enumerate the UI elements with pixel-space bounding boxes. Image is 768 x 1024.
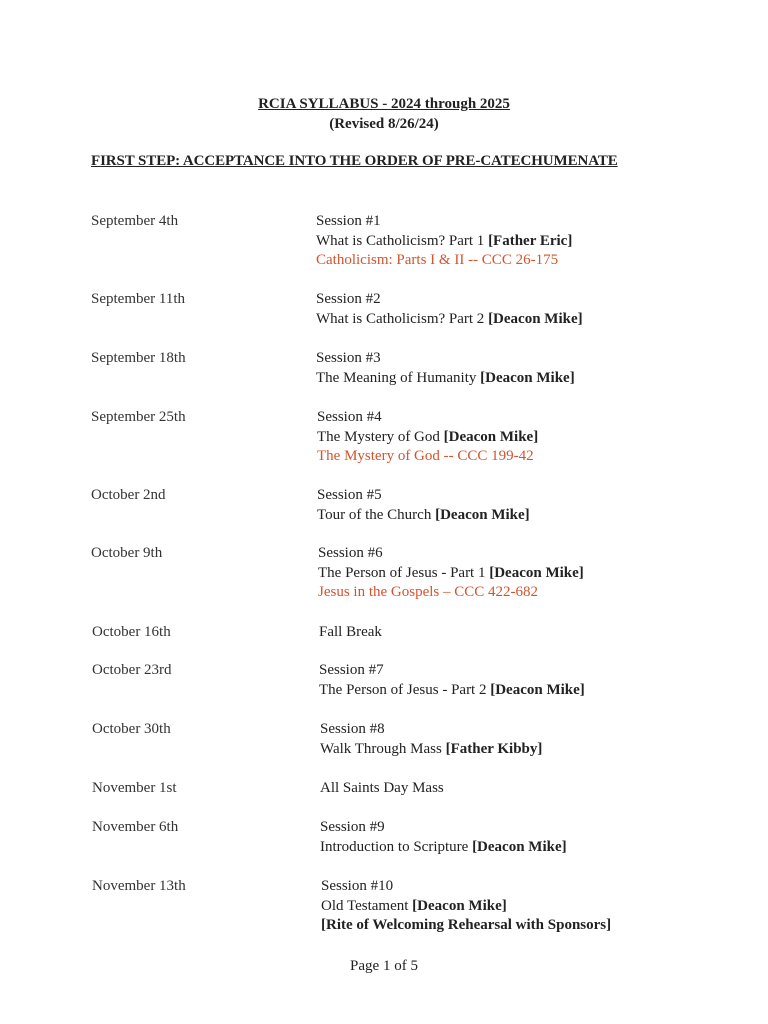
session-label: Fall Break [319,624,382,640]
session-date: October 30th [92,721,171,737]
session-details [316,349,575,388]
session-details [318,544,584,603]
session-topic: The Meaning of Humanity [316,369,477,386]
session-topic: What is Catholicism? Part 2 [316,310,485,327]
session-topic: Introduction to Scripture [320,838,469,855]
session-topic-line [320,838,567,858]
session-label: Session #5 [317,487,382,503]
session-label: Session #9 [320,819,385,835]
session-details [319,661,585,700]
session-note: [Rite of Welcoming Rehearsal with Sponsors] [321,917,612,933]
session-date: September 11th [91,291,186,307]
session-reading: Jesus in the Gospels – CCC 422-682 [318,584,539,600]
session-label: Session #1 [316,213,381,229]
session-leader: [Deacon Mike] [489,564,584,581]
session-topic: What is Catholicism? Part 1 [316,232,485,249]
session-date: September 18th [91,350,186,366]
session-topic-line [317,506,530,526]
session-topic: Old Testament [321,897,409,914]
session-leader: [Deacon Mike] [480,369,575,386]
session-label: Session #4 [317,409,382,425]
session-leader: [Father Kibby] [445,740,543,757]
session-topic: The Mystery of God [317,428,440,445]
revision-date: (Revised 8/26/24) [329,116,439,132]
session-reading: Catholicism: Parts I & II -- CCC 26-175 [316,252,559,268]
session-topic-line [318,564,584,584]
session-topic: Tour of the Church [317,506,432,523]
session-leader: [Deacon Mike] [443,428,539,445]
session-topic-line [321,897,611,917]
session-leader: [Deacon Mike] [490,681,585,698]
session-date: November 1st [92,780,177,796]
session-date: November 6th [92,819,179,835]
session-leader: [Deacon Mike] [435,506,530,523]
session-label: Session #7 [319,662,384,678]
session-topic-line [316,369,575,389]
session-label: Session #8 [320,721,385,737]
session-topic: The Person of Jesus - Part 1 [318,564,486,581]
session-date: September 25th [91,409,186,425]
session-details [319,623,382,643]
session-date: October 23rd [92,662,172,678]
session-reading: The Mystery of God -- CCC 199-42 [317,448,534,464]
section-heading: FIRST STEP: ACCEPTANCE INTO THE ORDER OF PRE-CATECHUMENATE [91,153,618,169]
session-topic: The Person of Jesus - Part 2 [319,681,487,698]
session-date: September 4th [91,213,179,229]
session-topic-line [316,310,583,330]
session-date: November 13th [92,878,186,894]
session-date: October 16th [92,624,171,640]
session-details [317,408,538,467]
session-leader: [Deacon Mike] [412,897,507,914]
session-label: Session #10 [321,878,394,894]
session-leader: [Father Eric] [488,232,573,249]
session-details [317,486,530,525]
session-details [321,877,611,936]
session-topic-line [320,740,542,760]
session-label: Session #6 [318,545,383,561]
session-date: October 2nd [91,487,166,503]
session-topic-line [317,428,538,448]
session-details [320,720,542,759]
session-label: Session #2 [316,291,381,307]
session-label: Session #3 [316,350,381,366]
page-number: Page 1 of 5 [350,958,418,974]
session-details [316,212,572,271]
page-title: RCIA SYLLABUS - 2024 through 2025 [258,96,510,112]
session-topic-line [316,232,572,252]
session-topic: Walk Through Mass [320,740,442,757]
session-details [316,290,583,329]
session-details [320,779,444,799]
session-details [320,818,567,857]
session-leader: [Deacon Mike] [472,838,567,855]
session-date: October 9th [91,545,163,561]
session-label: All Saints Day Mass [320,780,444,796]
session-topic-line [319,681,585,701]
session-leader: [Deacon Mike] [488,310,583,327]
